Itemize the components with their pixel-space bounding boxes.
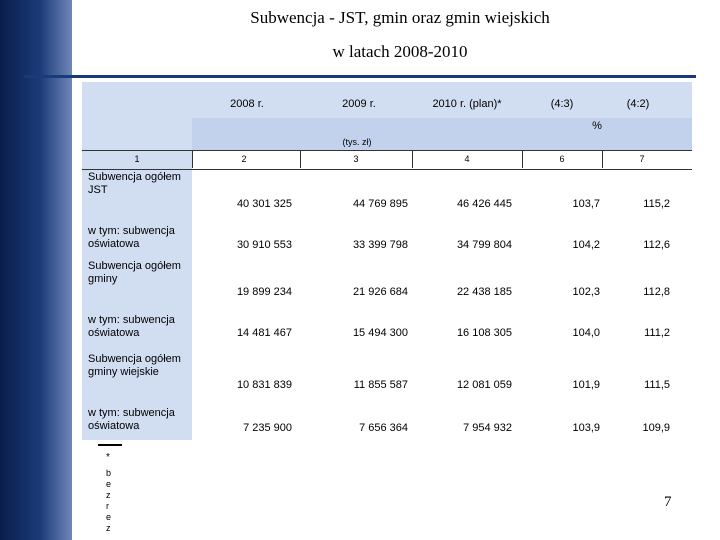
cell-2010: 12 081 059 bbox=[456, 379, 512, 391]
col-divider bbox=[602, 150, 603, 168]
footnote-marker: * bbox=[106, 452, 110, 463]
row-label: Subwencja ogółem gminy wiejskie bbox=[88, 353, 181, 378]
row-label: Subwencja ogółem JST bbox=[88, 171, 181, 196]
cell-ratio-4-2: 115,2 bbox=[643, 198, 670, 210]
cell-2010: 46 426 445 bbox=[456, 198, 512, 210]
cell-2009: 33 399 798 bbox=[352, 239, 408, 251]
cell-2008: 19 899 234 bbox=[236, 286, 292, 298]
header-unit: (tys. zł) bbox=[342, 137, 372, 147]
cell-2008: 14 481 467 bbox=[236, 327, 292, 339]
cell-2008: 30 910 553 bbox=[236, 239, 292, 251]
cell-2009: 15 494 300 bbox=[352, 327, 408, 339]
cell-ratio-4-3: 103,9 bbox=[572, 422, 600, 434]
column-number: 1 bbox=[134, 154, 140, 164]
cell-ratio-4-3: 104,2 bbox=[572, 239, 600, 251]
cell-2008: 10 831 839 bbox=[236, 379, 292, 391]
cell-ratio-4-3: 102,3 bbox=[572, 286, 600, 298]
header-ratio-4-2: (4:2) bbox=[626, 98, 650, 110]
cell-2010: 7 954 932 bbox=[463, 422, 512, 434]
row-label: Subwencja ogółem gminy bbox=[88, 260, 181, 285]
cell-2009: 7 656 364 bbox=[359, 422, 408, 434]
footnote-vertical-text: bezrez bbox=[106, 468, 112, 533]
cell-2010: 34 799 804 bbox=[456, 239, 512, 251]
cell-ratio-4-2: 109,9 bbox=[642, 422, 670, 434]
cell-ratio-4-3: 101,9 bbox=[572, 379, 600, 391]
cell-2010: 22 438 185 bbox=[456, 286, 512, 298]
cell-2009: 44 769 895 bbox=[352, 198, 408, 210]
row-label: w tym: subwencja oświatowa bbox=[88, 407, 175, 432]
col-divider bbox=[412, 150, 413, 168]
header-2008: 2008 r. bbox=[230, 98, 264, 110]
column-number: 2 bbox=[241, 154, 247, 164]
column-number: 4 bbox=[464, 154, 470, 164]
slide-sidebar-band bbox=[0, 0, 72, 540]
title-divider-line bbox=[24, 75, 696, 78]
page-number: 7 bbox=[664, 494, 672, 510]
header-2009: 2009 r. bbox=[342, 98, 376, 110]
col-divider bbox=[300, 150, 301, 168]
cell-2010: 16 108 305 bbox=[456, 327, 512, 339]
cell-2009: 11 855 587 bbox=[353, 379, 408, 391]
slide-title: Subwencja - JST, gmin oraz gmin wiejskich bbox=[250, 8, 550, 27]
cell-ratio-4-2: 111,5 bbox=[644, 379, 670, 391]
header-percent: % bbox=[592, 120, 602, 132]
col-divider bbox=[522, 150, 523, 168]
row-label: w tym: subwencja oświatowa bbox=[88, 225, 175, 250]
cell-ratio-4-3: 104,0 bbox=[572, 327, 600, 339]
cell-ratio-4-2: 111,2 bbox=[644, 327, 670, 339]
header-2010-plan: 2010 r. (plan)* bbox=[432, 98, 502, 110]
slide-subtitle: w latach 2008-2010 bbox=[332, 42, 468, 61]
cell-2008: 40 301 325 bbox=[236, 198, 292, 210]
cell-ratio-4-2: 112,8 bbox=[643, 286, 670, 298]
column-number-row bbox=[82, 150, 692, 170]
footnote-rule bbox=[98, 444, 122, 446]
cell-2009: 21 926 684 bbox=[352, 286, 408, 298]
header-ratio-4-3: (4:3) bbox=[550, 98, 574, 110]
cell-ratio-4-2: 112,6 bbox=[643, 239, 670, 251]
column-number: 3 bbox=[353, 154, 359, 164]
row-label: w tym: subwencja oświatowa bbox=[88, 314, 175, 339]
subsidy-table bbox=[82, 82, 692, 440]
header-unit-band bbox=[192, 118, 692, 150]
col-divider bbox=[192, 150, 193, 168]
cell-2008: 7 235 900 bbox=[243, 422, 292, 434]
cell-ratio-4-3: 103,7 bbox=[572, 198, 600, 210]
column-number: 7 bbox=[639, 154, 645, 164]
column-number: 6 bbox=[559, 154, 565, 164]
